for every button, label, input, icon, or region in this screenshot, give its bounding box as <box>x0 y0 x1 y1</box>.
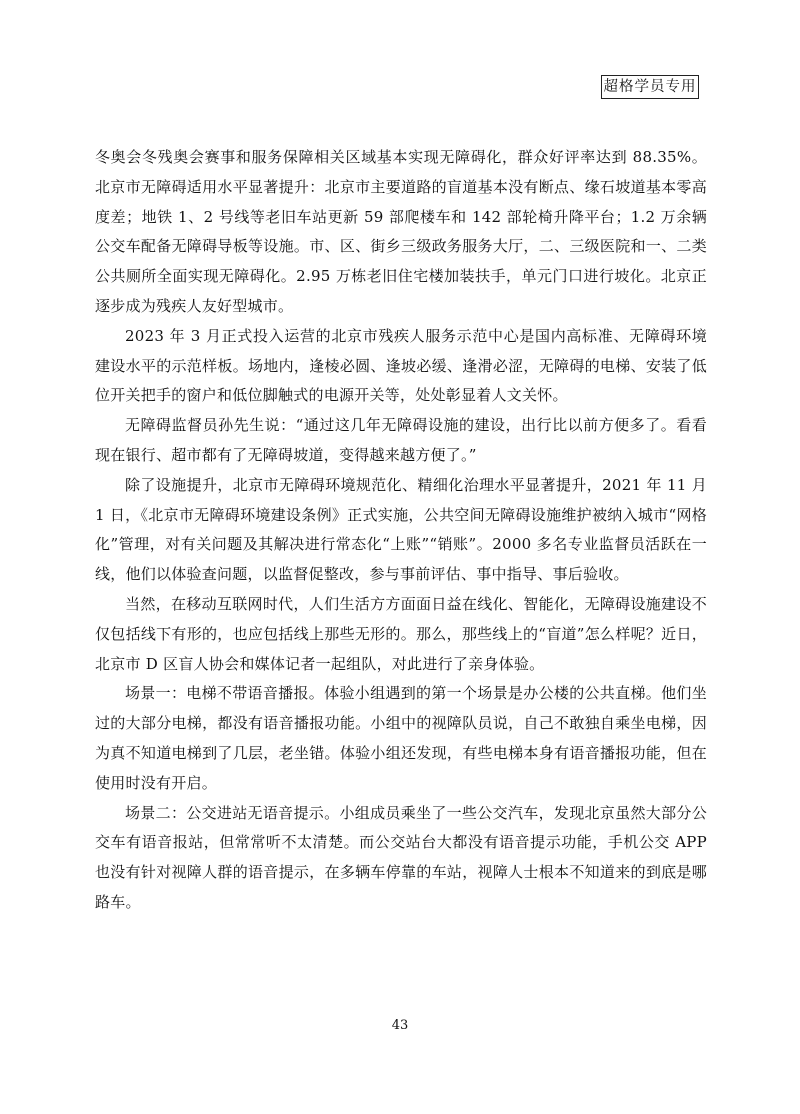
paragraph-7: 场景二：公交进站无语音提示。小组成员乘坐了一些公交汽车，发现北京虽然大部分公交车有语音报站，但常常听不太清楚。而公交站台大都没有语音提示功能，手机公交 APP 也没有针对视障人群的语音提示，在多辆车停靠的车站，视障人士根本不知道来的到底是哪路车。 <box>95 803 707 911</box>
paragraph-4: 除了设施提升，北京市无障碍环境规范化、精细化治理水平显著提升，2021 年 11 月 1 日，《北京市无障碍环境建设条例》正式实施，公共空间无障碍设施维护被纳入城市“网格化”管理，对有关问题及其解决进行常态化“上账”“销账”。2000 多名专业监督员活跃在一线，他们以体验查问题，以监督促整改，参与事前评估、事中指导、事后验收。 <box>95 475 707 584</box>
paragraph-1: 冬奥会冬残奥会赛事和服务保障相关区域基本实现无障碍化，群众好评率达到 88.35%。北京市无障碍适用水平显著提升：北京市主要道路的盲道基本没有断点、缘石坡道基本零高度差；地铁 1、2 号线等老旧车站更新 59 部爬楼车和 142 部轮椅升降平台；1.2 万余辆公交车配备无障碍导板等设施。市、区、街乡三级政务服务大厅，二、三级医院和一、二类公共厕所全面实现无障碍化。2.95 万栋老旧住宅楼加装扶手，单元门口进行坡化。北京正逐步成为残疾人友好型城市。 <box>95 148 707 315</box>
article-body <box>95 143 707 918</box>
page-number: 43 <box>391 1018 409 1033</box>
paragraph-6: 场景一：电梯不带语音播报。体验小组遇到的第一个场景是办公楼的公共直梯。他们坐过的大部分电梯，都没有语音播报功能。小组中的视障队员说，自己不敢独自乘坐电梯，因为真不知道电梯到了几层，老坐错。体验小组还发现，有些电梯本身有语音播报功能，但在使用时没有开启。 <box>95 684 707 792</box>
paragraph-5: 当然，在移动互联网时代，人们生活方方面面日益在线化、智能化，无障碍设施建设不仅包括线下有形的，也应包括线上那些无形的。那么，那些线上的“盲道”怎么样呢？近日，北京市 D 区盲人协会和媒体记者一起组队，对此进行了亲身体验。 <box>95 594 707 673</box>
watermark-badge: 超格学员专用 <box>601 75 699 99</box>
paragraph-2: 2023 年 3 月正式投入运营的北京市残疾人服务示范中心是国内高标准、无障碍环境建设水平的示范样板。场地内，逢棱必圆、逢坡必缓、逢滑必涩，无障碍的电梯、安装了低位开关把手的窗户和低位脚触式的电源开关等，处处彰显着人文关怀。 <box>95 326 707 405</box>
paragraph-3: 无障碍监督员孙先生说：“通过这几年无障碍设施的建设，出行比以前方便多了。看看现在银行、超市都有了无障碍坡道，变得越来越方便了。” <box>95 416 707 464</box>
